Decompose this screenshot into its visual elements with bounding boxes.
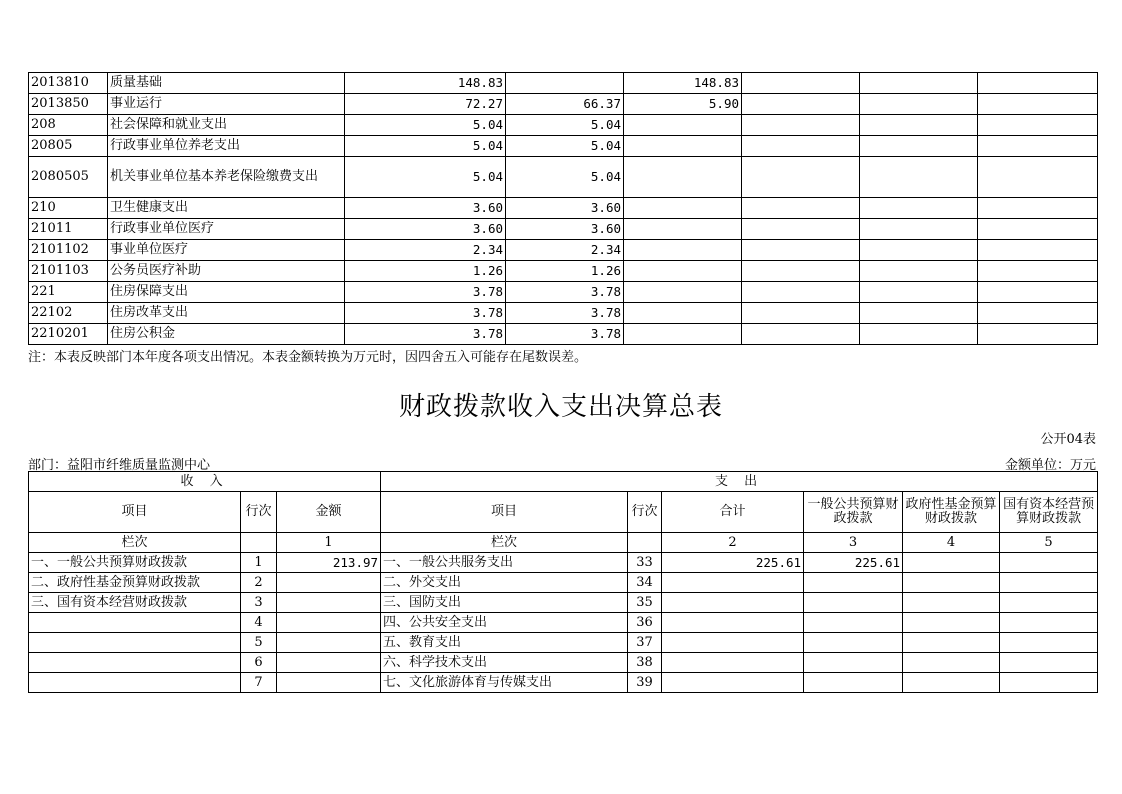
fund-budget-cell (903, 613, 1000, 633)
amount-cell: 5.04 (506, 136, 624, 157)
account-name-cell: 社会保障和就业支出 (108, 115, 345, 136)
amount-cell: 5.90 (624, 94, 742, 115)
general-budget-cell (804, 673, 903, 693)
amount-cell: 5.04 (506, 157, 624, 198)
income-amount-cell: 213.97 (277, 553, 381, 573)
account-name-cell: 行政事业单位养老支出 (108, 136, 345, 157)
amount-cell (978, 303, 1098, 324)
total-amount-cell (662, 633, 804, 653)
income-item-cell (29, 613, 241, 633)
amount-cell (978, 136, 1098, 157)
income-row-no-cell: 7 (241, 673, 277, 693)
account-name-cell: 质量基础 (108, 73, 345, 94)
expense-item-header: 项目 (381, 492, 628, 533)
amount-cell (742, 303, 860, 324)
account-name-cell: 机关事业单位基本养老保险缴费支出 (108, 157, 345, 198)
income-amount-cell (277, 653, 381, 673)
amount-cell (742, 157, 860, 198)
amount-cell: 66.37 (506, 94, 624, 115)
amount-cell: 1.26 (506, 261, 624, 282)
amount-cell (624, 136, 742, 157)
column-label: 栏次 (381, 533, 628, 553)
column-number-row (29, 533, 1098, 553)
total-amount-cell: 225.61 (662, 553, 804, 573)
fund-budget-cell (903, 573, 1000, 593)
amount-cell (624, 240, 742, 261)
amount-cell (506, 73, 624, 94)
income-row-no-cell: 4 (241, 613, 277, 633)
amount-cell (742, 115, 860, 136)
amount-cell (742, 282, 860, 303)
general-budget-header: 一般公共预算财政拨款 (804, 492, 903, 533)
income-amount-cell (277, 573, 381, 593)
income-item-cell: 二、政府性基金预算财政拨款 (29, 573, 241, 593)
amount-cell (978, 219, 1098, 240)
department-label: 部门：益阳市纤维质量监测中心 (28, 458, 211, 473)
table-note: 注：本表反映部门本年度各项支出情况。本表金额转换为万元时，因四舍五入可能存在尾数误差。 (28, 350, 588, 365)
table-row (29, 593, 1098, 613)
fund-budget-cell (903, 673, 1000, 693)
income-item-cell: 三、国有资本经营财政拨款 (29, 593, 241, 613)
fiscal-summary-table (28, 471, 1098, 693)
table-row (29, 73, 1098, 94)
amount-cell (860, 73, 978, 94)
table-row (29, 653, 1098, 673)
income-amount-header: 金额 (277, 492, 381, 533)
expense-row-no-cell: 39 (628, 673, 662, 693)
amount-cell (860, 303, 978, 324)
account-code-cell: 2013850 (29, 94, 108, 115)
amount-cell: 1.26 (345, 261, 506, 282)
general-budget-cell (804, 613, 903, 633)
amount-cell: 3.78 (506, 282, 624, 303)
amount-cell (860, 261, 978, 282)
account-name-cell: 公务员医疗补助 (108, 261, 345, 282)
fund-budget-cell (903, 593, 1000, 613)
account-code-cell: 22102 (29, 303, 108, 324)
account-code-cell: 221 (29, 282, 108, 303)
fund-budget-cell (903, 633, 1000, 653)
table-row (29, 240, 1098, 261)
general-budget-cell: 225.61 (804, 553, 903, 573)
income-amount-cell (277, 593, 381, 613)
amount-cell: 148.83 (345, 73, 506, 94)
table-row (29, 282, 1098, 303)
account-name-cell: 事业单位医疗 (108, 240, 345, 261)
amount-cell: 5.04 (345, 136, 506, 157)
table-row (29, 324, 1098, 345)
account-code-cell: 2080505 (29, 157, 108, 198)
amount-cell (860, 94, 978, 115)
amount-cell: 2.34 (345, 240, 506, 261)
amount-cell (624, 115, 742, 136)
total-amount-cell (662, 573, 804, 593)
income-item-cell (29, 633, 241, 653)
income-item-cell: 一、一般公共预算财政拨款 (29, 553, 241, 573)
expense-row-no-cell: 37 (628, 633, 662, 653)
account-name-cell: 事业运行 (108, 94, 345, 115)
account-code-cell: 20805 (29, 136, 108, 157)
expense-header: 支 出 (381, 472, 1098, 492)
state-capital-cell (1000, 633, 1098, 653)
account-name-cell: 行政事业单位医疗 (108, 219, 345, 240)
account-name-cell: 住房公积金 (108, 324, 345, 345)
account-name-cell: 卫生健康支出 (108, 198, 345, 219)
column-number: 4 (903, 533, 1000, 553)
amount-cell (742, 73, 860, 94)
income-item-cell (29, 653, 241, 673)
amount-cell (860, 115, 978, 136)
column-number: 2 (662, 533, 804, 553)
column-number: 5 (1000, 533, 1098, 553)
amount-cell (860, 198, 978, 219)
amount-cell (978, 94, 1098, 115)
income-amount-cell (277, 613, 381, 633)
table-row (29, 673, 1098, 693)
table-row (29, 219, 1098, 240)
table-row (29, 633, 1098, 653)
total-amount-cell (662, 653, 804, 673)
income-row-no-header: 行次 (241, 492, 277, 533)
amount-cell (742, 219, 860, 240)
amount-cell (978, 240, 1098, 261)
table-row (29, 136, 1098, 157)
amount-cell (624, 303, 742, 324)
general-budget-cell (804, 593, 903, 613)
amount-cell (978, 157, 1098, 198)
account-code-cell: 2101103 (29, 261, 108, 282)
expense-item-cell: 五、教育支出 (381, 633, 628, 653)
expense-row-no-cell: 38 (628, 653, 662, 673)
total-amount-cell (662, 593, 804, 613)
amount-cell (624, 324, 742, 345)
amount-cell (860, 324, 978, 345)
amount-cell (742, 136, 860, 157)
amount-cell: 3.60 (506, 198, 624, 219)
amount-cell (742, 94, 860, 115)
general-budget-cell (804, 653, 903, 673)
state-capital-cell (1000, 673, 1098, 693)
table-row (29, 573, 1098, 593)
amount-cell: 3.78 (506, 324, 624, 345)
state-capital-cell (1000, 613, 1098, 633)
column-header-row (29, 492, 1098, 533)
expense-item-cell: 三、国防支出 (381, 593, 628, 613)
expenditure-detail-table (28, 72, 1098, 345)
income-header: 收 入 (29, 472, 381, 492)
state-capital-cell (1000, 653, 1098, 673)
amount-cell (860, 282, 978, 303)
amount-cell: 148.83 (624, 73, 742, 94)
expense-row-no-cell: 34 (628, 573, 662, 593)
expense-row-no-cell: 36 (628, 613, 662, 633)
expense-item-cell: 二、外交支出 (381, 573, 628, 593)
amount-cell: 3.78 (345, 324, 506, 345)
amount-cell (742, 240, 860, 261)
table-row (29, 94, 1098, 115)
income-item-header: 项目 (29, 492, 241, 533)
amount-cell (978, 261, 1098, 282)
fund-budget-cell (903, 653, 1000, 673)
amount-cell (742, 324, 860, 345)
amount-cell (860, 219, 978, 240)
amount-cell (742, 198, 860, 219)
form-number: 公开04表 (1040, 432, 1096, 447)
income-row-no-cell: 3 (241, 593, 277, 613)
income-amount-cell (277, 673, 381, 693)
amount-cell (860, 157, 978, 198)
amount-cell: 72.27 (345, 94, 506, 115)
state-capital-cell (1000, 553, 1098, 573)
amount-cell (624, 261, 742, 282)
amount-cell (978, 198, 1098, 219)
expense-item-cell: 七、文化旅游体育与传媒支出 (381, 673, 628, 693)
amount-cell (860, 136, 978, 157)
amount-cell (978, 115, 1098, 136)
expense-row-no-cell: 35 (628, 593, 662, 613)
income-row-no-cell: 6 (241, 653, 277, 673)
total-amount-cell (662, 673, 804, 693)
amount-cell: 5.04 (345, 157, 506, 198)
column-number: 1 (277, 533, 381, 553)
income-row-no-cell: 1 (241, 553, 277, 573)
amount-cell: 2.34 (506, 240, 624, 261)
total-amount-cell (662, 613, 804, 633)
amount-cell (624, 157, 742, 198)
table-row (29, 613, 1098, 633)
empty-cell (241, 533, 277, 553)
table-row (29, 261, 1098, 282)
income-row-no-cell: 2 (241, 573, 277, 593)
account-code-cell: 2013810 (29, 73, 108, 94)
total-header: 合计 (662, 492, 804, 533)
amount-cell: 3.78 (345, 303, 506, 324)
general-budget-cell (804, 573, 903, 593)
amount-cell: 3.60 (506, 219, 624, 240)
column-label: 栏次 (29, 533, 241, 553)
amount-cell (742, 261, 860, 282)
state-capital-cell (1000, 573, 1098, 593)
table-row (29, 198, 1098, 219)
account-code-cell: 21011 (29, 219, 108, 240)
amount-cell: 3.60 (345, 198, 506, 219)
amount-cell: 5.04 (506, 115, 624, 136)
amount-cell (978, 324, 1098, 345)
state-capital-header: 国有资本经营预算财政拨款 (1000, 492, 1098, 533)
amount-cell: 3.78 (506, 303, 624, 324)
amount-cell (860, 240, 978, 261)
amount-cell (978, 73, 1098, 94)
income-item-cell (29, 673, 241, 693)
account-code-cell: 2210201 (29, 324, 108, 345)
income-row-no-cell: 5 (241, 633, 277, 653)
page-title: 财政拨款收入支出决算总表 (398, 392, 723, 422)
unit-label: 金额单位：万元 (1004, 458, 1096, 473)
column-number: 3 (804, 533, 903, 553)
account-code-cell: 208 (29, 115, 108, 136)
amount-cell: 3.60 (345, 219, 506, 240)
table-row (29, 303, 1098, 324)
income-amount-cell (277, 633, 381, 653)
expense-item-cell: 一、一般公共服务支出 (381, 553, 628, 573)
fund-budget-header: 政府性基金预算财政拨款 (903, 492, 1000, 533)
fund-budget-cell (903, 553, 1000, 573)
table-row (29, 115, 1098, 136)
general-budget-cell (804, 633, 903, 653)
expense-item-cell: 四、公共安全支出 (381, 613, 628, 633)
amount-cell (624, 282, 742, 303)
amount-cell: 5.04 (345, 115, 506, 136)
expense-item-cell: 六、科学技术支出 (381, 653, 628, 673)
account-code-cell: 210 (29, 198, 108, 219)
amount-cell (624, 198, 742, 219)
account-name-cell: 住房保障支出 (108, 282, 345, 303)
section-header-row (29, 472, 1098, 492)
empty-cell (628, 533, 662, 553)
amount-cell (624, 219, 742, 240)
expense-row-no-cell: 33 (628, 553, 662, 573)
state-capital-cell (1000, 593, 1098, 613)
table-row (29, 553, 1098, 573)
table-row (29, 157, 1098, 198)
amount-cell: 3.78 (345, 282, 506, 303)
account-name-cell: 住房改革支出 (108, 303, 345, 324)
amount-cell (978, 282, 1098, 303)
account-code-cell: 2101102 (29, 240, 108, 261)
expense-row-no-header: 行次 (628, 492, 662, 533)
